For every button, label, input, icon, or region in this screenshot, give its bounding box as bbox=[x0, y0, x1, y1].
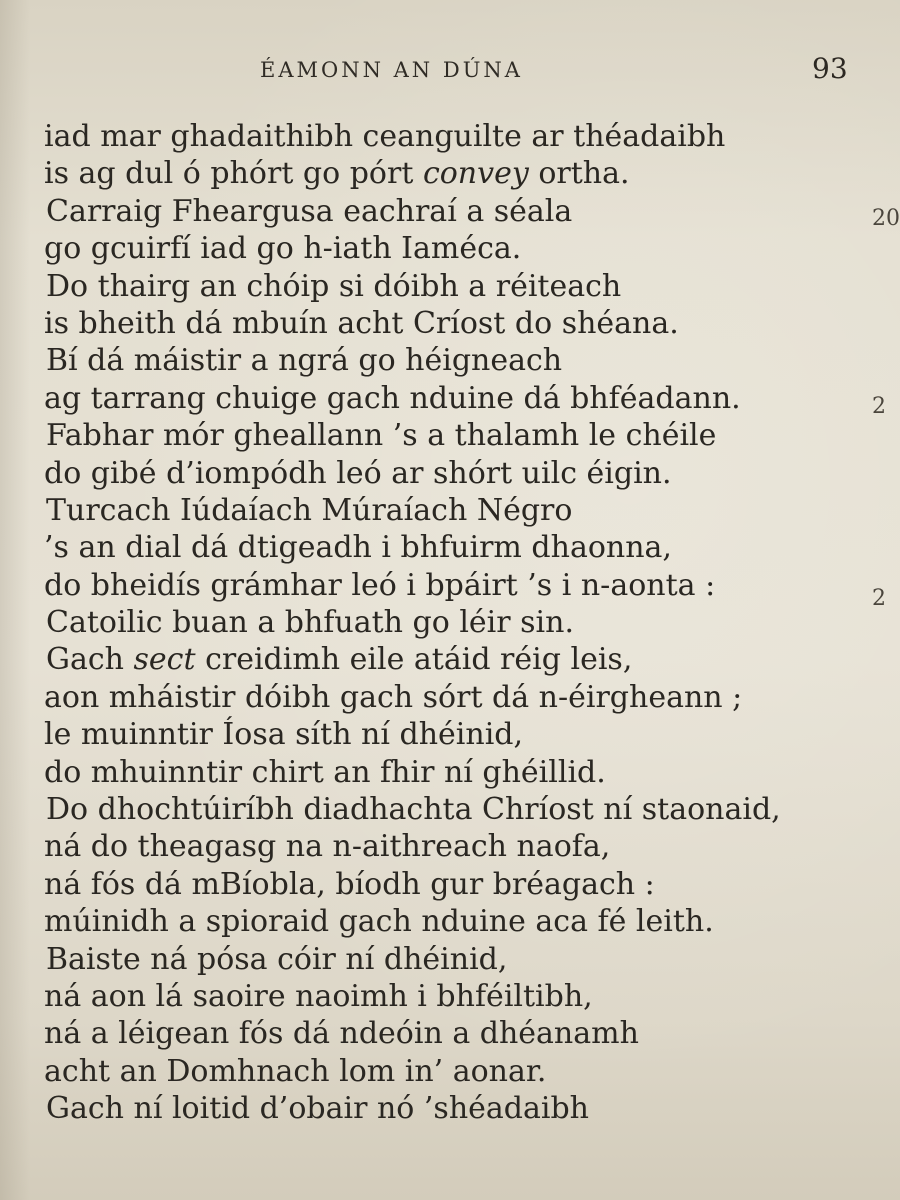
poem-line bbox=[0, 567, 900, 604]
poem-line-text: do gibé d’iompódh leó ar shórt uilc éigin. bbox=[44, 455, 672, 491]
poem-line-text: ag tarrang chuige gach nduine dá bhféadann. bbox=[44, 380, 741, 416]
poem-line bbox=[0, 417, 900, 454]
poem-line-text: Fabhar mór gheallann ’s a thalamh le chéile bbox=[46, 418, 717, 454]
poem-line bbox=[0, 866, 900, 903]
poem-line-text: Turcach Iúdaíach Múraíach Négro bbox=[46, 492, 573, 528]
poem-line-text: iad mar ghadaithibh ceanguilte ar théadaibh bbox=[44, 119, 726, 154]
poem-line bbox=[0, 679, 900, 716]
poem-line bbox=[0, 978, 900, 1015]
italic-word: convey bbox=[422, 156, 529, 192]
page-header bbox=[0, 52, 900, 92]
poem-line bbox=[0, 118, 900, 155]
poem-line bbox=[0, 941, 900, 978]
poem-line bbox=[0, 230, 900, 267]
poem-line bbox=[0, 604, 900, 641]
running-head: ÉAMONN AN DÚNA bbox=[260, 58, 523, 82]
poem-line-text: Gach ní loitid d’obair nó ’shéadaibh bbox=[46, 1091, 589, 1127]
poem-line bbox=[0, 268, 900, 305]
poem-line-text: Catoilic buan a bhfuath go léir sin. bbox=[46, 605, 574, 641]
poem-line-text: ná a léigean fós dá ndeóin a dhéanamh bbox=[44, 1016, 639, 1052]
poem-line bbox=[0, 754, 900, 791]
poem-line-text: acht an Domhnach lom in’ aonar. bbox=[44, 1053, 547, 1089]
poem-line-text: do bheidís grámhar leó i bpáirt ’s i n-aonta : bbox=[44, 567, 716, 603]
page-number: 93 bbox=[812, 52, 848, 85]
poem-line-text: Gach bbox=[46, 642, 134, 678]
poem-line-text: ná aon lá saoire naoimh i bhféiltibh, bbox=[44, 978, 593, 1014]
poem-line-text: do mhuinntir chirt an fhir ní ghéillid. bbox=[44, 754, 606, 790]
poem-line bbox=[0, 380, 900, 417]
poem-line-text: aon mháistir dóibh gach sórt dá n-éirgheann ; bbox=[44, 679, 743, 715]
poem-text bbox=[0, 118, 900, 1128]
poem-line bbox=[0, 1090, 900, 1127]
poem-line-text: Bí dá máistir a ngrá go héigneach bbox=[46, 343, 563, 379]
poem-line bbox=[0, 1015, 900, 1052]
poem-line-text: ortha. bbox=[528, 156, 630, 192]
poem-line-text: go gcuirfí iad go h-iath Iaméca. bbox=[44, 231, 522, 267]
poem-line bbox=[0, 903, 900, 940]
poem-line-text: ná fós dá mBíobla, bíodh gur bréagach : bbox=[44, 866, 655, 902]
poem-line-text: Do thairg an chóip si dóibh a réiteach bbox=[46, 268, 622, 304]
poem-line bbox=[0, 305, 900, 342]
poem-line bbox=[0, 193, 900, 230]
poem-line bbox=[0, 716, 900, 753]
poem-line bbox=[0, 529, 900, 566]
poem-line-text: Baiste ná pósa cóir ní dhéinid, bbox=[46, 941, 508, 977]
poem-line bbox=[0, 492, 900, 529]
poem-line-text: is bheith dá mbuín acht Críost do shéana. bbox=[44, 305, 679, 341]
poem-line-text: múinidh a spioraid gach nduine aca fé leith. bbox=[44, 904, 714, 940]
italic-word: sect bbox=[133, 642, 196, 678]
margin-line-number: 2 bbox=[872, 586, 886, 611]
poem-line bbox=[0, 828, 900, 865]
poem-line-text: Do dhochtúiríbh diadhachta Chríost ní staonaid, bbox=[46, 792, 781, 828]
poem-line-text: Carraig Fheargusa eachraí a séala bbox=[46, 193, 573, 229]
poem-line bbox=[0, 641, 900, 678]
poem-line bbox=[0, 155, 900, 192]
poem-line bbox=[0, 455, 900, 492]
poem-line bbox=[0, 342, 900, 379]
poem-line-text: ’s an dial dá dtigeadh i bhfuirm dhaonna, bbox=[44, 530, 672, 566]
poem-line bbox=[0, 791, 900, 828]
poem-line-text: is ag dul ó phórt go pórt bbox=[44, 156, 423, 192]
poem-line-text: creidimh eile atáid réig leis, bbox=[195, 642, 633, 678]
poem-line bbox=[0, 1053, 900, 1090]
poem-line-text: ná do theagasg na n-aithreach naofa, bbox=[44, 829, 611, 865]
margin-line-number: 2 bbox=[872, 394, 886, 419]
margin-line-number: 20 bbox=[872, 206, 900, 231]
poem-line-text: le muinntir Íosa síth ní dhéinid, bbox=[44, 717, 524, 753]
